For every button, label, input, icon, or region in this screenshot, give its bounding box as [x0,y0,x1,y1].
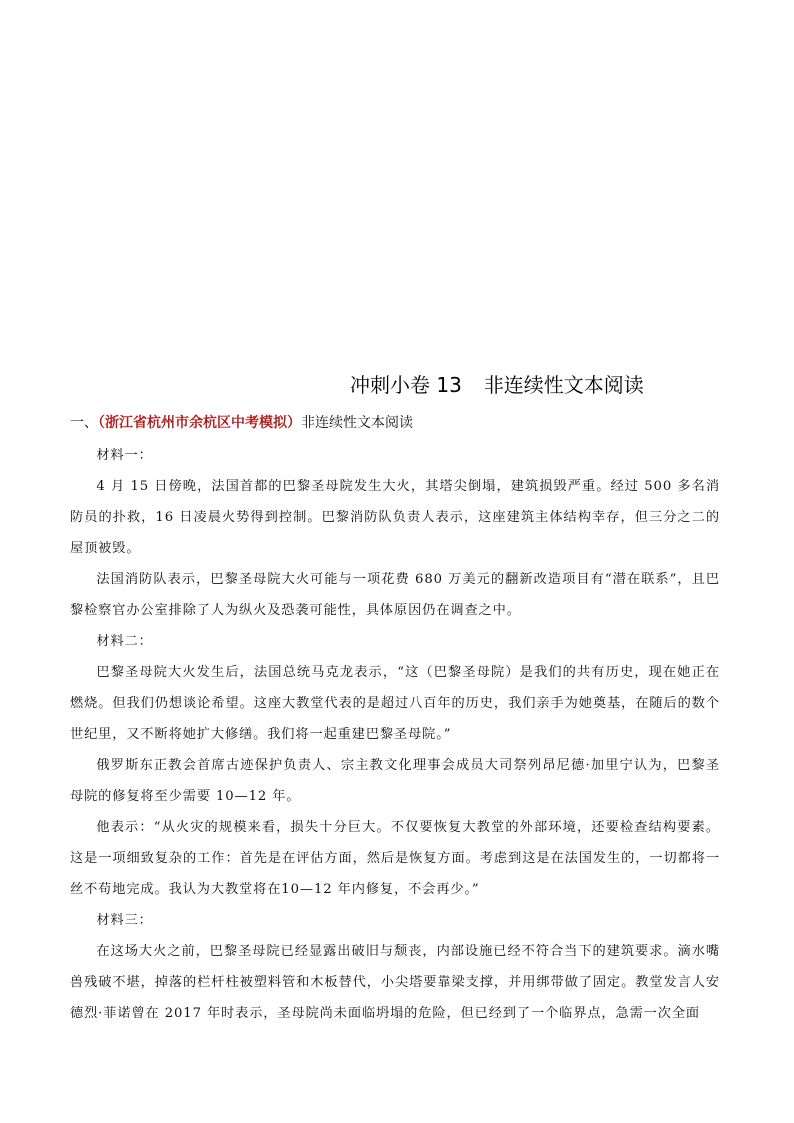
material-3-label: 材料三： [96,913,153,928]
material-2-label: 材料二： [96,634,153,649]
reading-material [70,440,720,1029]
title-series: 冲刺小卷 13 [350,373,462,397]
paragraph: 4 月 15 日傍晚，法国首都的巴黎圣母院发生大火，其塔尖倒塌，建筑损毁严重。经过 500 多名消防员的扑救，16 日凌晨火势得到控制。巴黎消防队负责人表示，这座建筑主体结构幸存，但三分之二的屋顶被毁。 [70,479,720,556]
paragraph: 巴黎圣母院大火发生后，法国总统马克龙表示，“这（巴黎圣母院）是我们的共有历史，现在她正在燃烧。但我们仍想谈论希望。这座大教堂代表的是超过八百年的历史，我们亲手为她奠基，在随后的数个世纪里，又不断将她扩大修缮。我们将一起重建巴黎圣母院。” [70,665,720,742]
paragraph: 俄罗斯东正教会首席古迹保护负责人、宗主教文化理事会成员大司祭列昂尼德·加里宁认为，巴黎圣母院的修复将至少需要 10—12 年。 [70,758,720,804]
title-topic: 非连续性文本阅读 [483,373,644,397]
section-source: （浙江省杭州市余杭区中考模拟） [98,415,301,431]
material-1-label: 材料一： [96,448,153,463]
page-title [350,371,710,399]
section-number: 一、 [70,415,98,431]
paragraph: 在这场大火之前，巴黎圣母院已经显露出破旧与颓丧，内部设施已经不符合当下的建筑要求。滴水嘴兽残破不堪，掉落的栏杆柱被塑料管和木板替代，小尖塔要靠梁支撑，并用绑带做了固定。教堂发言人安德烈·菲诺曾在 2017 年时表示，圣母院尚未面临坍塌的危险，但已经到了一个临界点，急需一次全面 [70,944,720,1021]
section-heading [70,412,730,434]
section-name: 非连续性文本阅读 [301,415,413,431]
paragraph: 法国消防队表示，巴黎圣母院大火可能与一项花费 680 万美元的翻新改造项目有“潜在联系”，且巴黎检察官办公室排除了人为纵火及恐袭可能性，具体原因仍在调查之中。 [70,572,720,618]
paragraph: 他表示：“从火灾的规模来看，损失十分巨大。不仅要恢复大教堂的外部环境，还要检查结构要素。这是一项细致复杂的工作：首先是在评估方面，然后是恢复方面。考虑到这是在法国发生的，一切都将一丝不苟地完成。我认为大教堂将在10—12 年内修复，不会再少。” [70,820,720,897]
